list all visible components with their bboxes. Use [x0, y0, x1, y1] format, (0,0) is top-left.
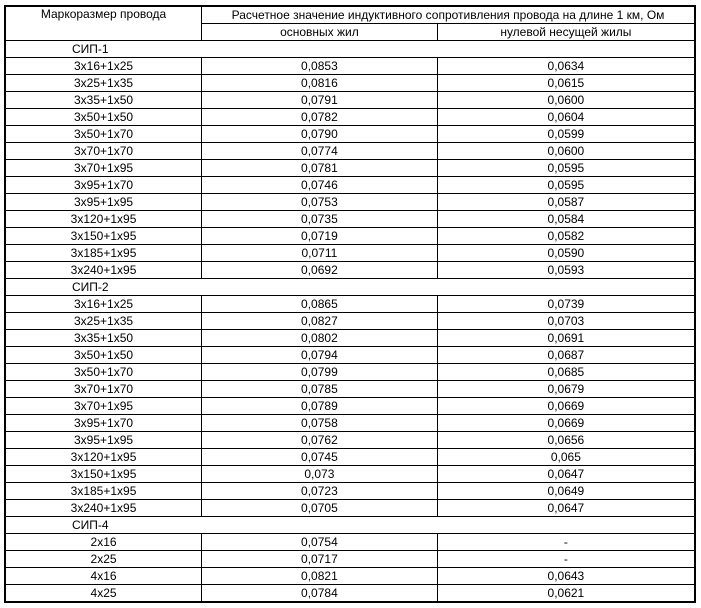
header-neutral-core: нулевой несущей жилы	[437, 24, 695, 41]
cell-main-cores: 0,0754	[202, 534, 438, 551]
cell-neutral-core: 0,0600	[437, 92, 695, 109]
cell-neutral-core: 0,0739	[437, 296, 695, 313]
table-row	[5, 296, 695, 313]
cell-neutral-core: 0,0587	[437, 194, 695, 211]
table-row	[5, 262, 695, 279]
cell-wire-size: 3х185+1х95	[5, 483, 202, 500]
cell-main-cores: 0,0827	[202, 313, 438, 330]
cell-neutral-core: 0,0590	[437, 245, 695, 262]
cell-neutral-core: -	[437, 534, 695, 551]
table-row	[5, 585, 695, 603]
cell-main-cores: 0,0799	[202, 364, 438, 381]
cell-wire-size: 3х240+1х95	[5, 500, 202, 517]
group-empty-cell	[202, 517, 695, 534]
cell-wire-size: 4х25	[5, 585, 202, 603]
table-row	[5, 228, 695, 245]
table-row	[5, 364, 695, 381]
cell-main-cores: 0,0719	[202, 228, 438, 245]
cell-main-cores: 0,0794	[202, 347, 438, 364]
group-empty-cell	[202, 41, 695, 58]
cell-wire-size: 3х95+1х95	[5, 432, 202, 449]
cell-wire-size: 4х16	[5, 568, 202, 585]
cell-main-cores: 0,0785	[202, 381, 438, 398]
cell-neutral-core: 0,0649	[437, 483, 695, 500]
table-row	[5, 449, 695, 466]
cell-wire-size: 3х70+1х70	[5, 143, 202, 160]
cell-neutral-core: 0,0656	[437, 432, 695, 449]
cell-main-cores: 0,073	[202, 466, 438, 483]
group-label: СИП-1	[5, 41, 202, 58]
cell-neutral-core: 0,065	[437, 449, 695, 466]
cell-wire-size: 3х70+1х95	[5, 398, 202, 415]
cell-neutral-core: 0,0582	[437, 228, 695, 245]
cell-wire-size: 2х25	[5, 551, 202, 568]
cell-main-cores: 0,0782	[202, 109, 438, 126]
cell-main-cores: 0,0791	[202, 92, 438, 109]
cell-neutral-core: 0,0599	[437, 126, 695, 143]
cell-main-cores: 0,0853	[202, 58, 438, 75]
table-container	[4, 5, 696, 603]
cell-neutral-core: 0,0615	[437, 75, 695, 92]
cell-neutral-core: 0,0647	[437, 500, 695, 517]
cell-wire-size: 3х150+1х95	[5, 466, 202, 483]
group-row	[5, 517, 695, 534]
table-row	[5, 483, 695, 500]
cell-main-cores: 0,0816	[202, 75, 438, 92]
cell-main-cores: 0,0762	[202, 432, 438, 449]
cell-wire-size: 3х16+1х25	[5, 296, 202, 313]
table-header	[5, 6, 695, 41]
table-row	[5, 347, 695, 364]
cell-main-cores: 0,0790	[202, 126, 438, 143]
header-resistance: Расчетное значение индуктивного сопротивления провода на длине 1 км, Ом	[202, 6, 695, 24]
cell-wire-size: 3х185+1х95	[5, 245, 202, 262]
header-wire-size: Маркоразмер провода	[5, 6, 202, 41]
group-label: СИП-4	[5, 517, 202, 534]
table-row	[5, 58, 695, 75]
cell-wire-size: 3х35+1х50	[5, 330, 202, 347]
table-row	[5, 330, 695, 347]
cell-main-cores: 0,0753	[202, 194, 438, 211]
cell-wire-size: 3х70+1х95	[5, 160, 202, 177]
cell-wire-size: 3х25+1х35	[5, 313, 202, 330]
cell-main-cores: 0,0692	[202, 262, 438, 279]
cell-main-cores: 0,0717	[202, 551, 438, 568]
cell-wire-size: 3х50+1х70	[5, 364, 202, 381]
cell-main-cores: 0,0746	[202, 177, 438, 194]
cell-wire-size: 3х35+1х50	[5, 92, 202, 109]
table-row	[5, 313, 695, 330]
cell-wire-size: 3х150+1х95	[5, 228, 202, 245]
cell-wire-size: 3х16+1х25	[5, 58, 202, 75]
cell-wire-size: 3х25+1х35	[5, 75, 202, 92]
cell-wire-size: 3х50+1х70	[5, 126, 202, 143]
cell-neutral-core: 0,0600	[437, 143, 695, 160]
table-row	[5, 415, 695, 432]
cell-neutral-core: 0,0593	[437, 262, 695, 279]
cell-neutral-core: 0,0634	[437, 58, 695, 75]
cell-wire-size: 3х95+1х70	[5, 415, 202, 432]
cell-neutral-core: 0,0679	[437, 381, 695, 398]
table-row	[5, 92, 695, 109]
table-row	[5, 381, 695, 398]
cell-neutral-core: -	[437, 551, 695, 568]
cell-wire-size: 3х120+1х95	[5, 211, 202, 228]
cell-wire-size: 3х120+1х95	[5, 449, 202, 466]
cell-wire-size: 3х50+1х50	[5, 347, 202, 364]
table-row	[5, 75, 695, 92]
cell-main-cores: 0,0758	[202, 415, 438, 432]
table-row	[5, 160, 695, 177]
cell-neutral-core: 0,0584	[437, 211, 695, 228]
cell-main-cores: 0,0784	[202, 585, 438, 603]
cell-wire-size: 2х16	[5, 534, 202, 551]
cell-main-cores: 0,0802	[202, 330, 438, 347]
cell-wire-size: 3х95+1х70	[5, 177, 202, 194]
cell-main-cores: 0,0781	[202, 160, 438, 177]
table-row	[5, 211, 695, 228]
cell-neutral-core: 0,0604	[437, 109, 695, 126]
table-row	[5, 534, 695, 551]
table-row	[5, 500, 695, 517]
group-label: СИП-2	[5, 279, 202, 296]
table-row	[5, 551, 695, 568]
cell-neutral-core: 0,0595	[437, 177, 695, 194]
cell-main-cores: 0,0865	[202, 296, 438, 313]
cell-main-cores: 0,0711	[202, 245, 438, 262]
table-row	[5, 194, 695, 211]
cell-wire-size: 3х95+1х95	[5, 194, 202, 211]
cell-neutral-core: 0,0669	[437, 415, 695, 432]
cell-main-cores: 0,0723	[202, 483, 438, 500]
cell-neutral-core: 0,0647	[437, 466, 695, 483]
group-row	[5, 279, 695, 296]
cell-neutral-core: 0,0703	[437, 313, 695, 330]
cell-neutral-core: 0,0643	[437, 568, 695, 585]
table-row	[5, 398, 695, 415]
table-row	[5, 177, 695, 194]
cell-neutral-core: 0,0691	[437, 330, 695, 347]
cell-neutral-core: 0,0669	[437, 398, 695, 415]
table-row	[5, 126, 695, 143]
cell-neutral-core: 0,0595	[437, 160, 695, 177]
header-main-cores: основных жил	[202, 24, 438, 41]
cell-main-cores: 0,0821	[202, 568, 438, 585]
cell-neutral-core: 0,0621	[437, 585, 695, 603]
group-row	[5, 41, 695, 58]
cell-main-cores: 0,0774	[202, 143, 438, 160]
cell-main-cores: 0,0735	[202, 211, 438, 228]
cell-neutral-core: 0,0685	[437, 364, 695, 381]
cell-main-cores: 0,0705	[202, 500, 438, 517]
table-row	[5, 568, 695, 585]
cell-main-cores: 0,0745	[202, 449, 438, 466]
table-body	[5, 41, 695, 603]
table-row	[5, 109, 695, 126]
table-row	[5, 432, 695, 449]
inductive-resistance-table	[4, 5, 696, 603]
cell-main-cores: 0,0789	[202, 398, 438, 415]
cell-neutral-core: 0,0687	[437, 347, 695, 364]
table-row	[5, 245, 695, 262]
table-row	[5, 466, 695, 483]
cell-wire-size: 3х50+1х50	[5, 109, 202, 126]
table-row	[5, 143, 695, 160]
group-empty-cell	[202, 279, 695, 296]
cell-wire-size: 3х70+1х70	[5, 381, 202, 398]
cell-wire-size: 3х240+1х95	[5, 262, 202, 279]
